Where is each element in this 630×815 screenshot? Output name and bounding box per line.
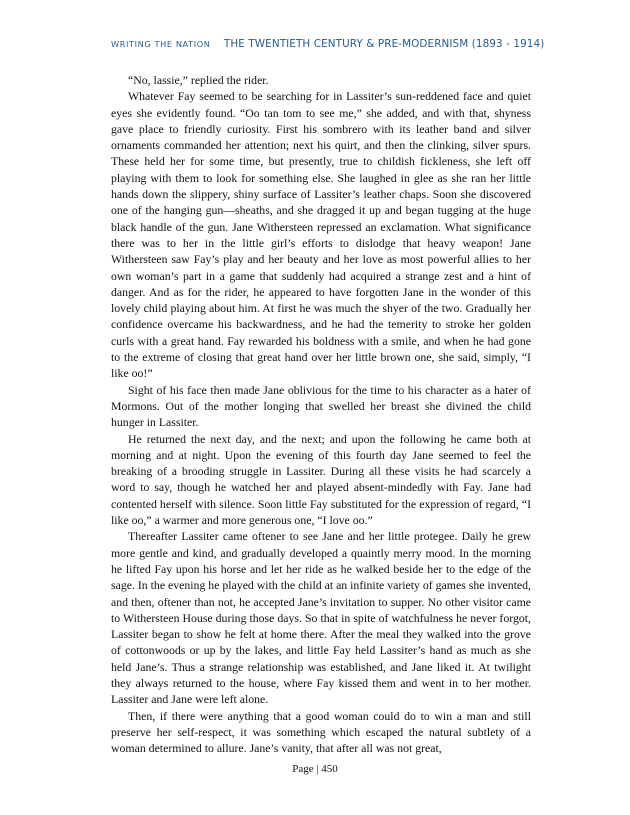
header-chapter-title: THE TWENTIETH CENTURY & PRE-MODERNISM (1893 - 1914) [223,38,545,50]
paragraph: Whatever Fay seemed to be searching for in Lassiter’s sun-reddened face and quiet eyes she evidently found. “Oo tan tom to see me,” she added, and with that, shyness gave place to friendly curiosity. First his sombrero with its leather band and silver ornaments commanded her attention; next his quirt, and then the clinking, silver spurs. These held her for some time, but presently, true to childish fickleness, she left off playing with them to look for something else. She laughed in glee as she ran her little hands down the slippery, shiny surface of Lassiter’s leather chaps. Soon she discovered one of the hanging gun—sheaths, and she dragged it up and began tugging at the huge black handle of the gun. Jane Withersteen repressed an exclamation. What significance there was to her in the little girl’s efforts to dislodge that heavy weapon! Jane Withersteen saw Fay’s play and her beauty and her love as most powerful allies to her own woman’s part in a game that suddenly had acquired a strange zest and a hint of danger. And as for the rider, he appeared to have forgotten Jane in the wonder of this lovely child playing about him. At first he was much the shyer of the two. Gradually her confidence overcame his backwardness, and he had the temerity to stroke her golden curls with a great hand. Fay rewarded his boldness with a smile, and when he had gone to the extreme of closing that great hand over her little brown one, she said, simply, “I like oo!” [111,89,531,381]
page-number: Page | 450 [292,763,338,775]
body-text [111,72,531,756]
paragraph: Sight of his face then made Jane oblivious for the time to his character as a hater of Mormons. Out of the mother longing that swelled her breast she divined the child hunger in Lassiter. [111,382,531,430]
header-section-title: WRITING THE NATION [111,39,211,49]
paragraph: Then, if there were anything that a good woman could do to win a man and still preserve her self-respect, it was something which escaped the natural subtlety of a woman determined to allure. Jane’s vanity, that after all was not great, [111,708,531,756]
running-header [111,38,545,50]
paragraph: “No, lassie,” replied the rider. [128,73,269,87]
paragraph: Thereafter Lassiter came oftener to see Jane and her little protegee. Daily he grew more gentle and kind, and gradually developed a quaintly merry mood. In the morning he lifted Fay upon his horse and let her ride as he walked beside her to the edge of the sage. In the evening he played with the child at an infinite variety of games she invented, and then, oftener than not, he accepted Jane’s invitation to supper. No other visitor came to Withersteen House during those days. So that in spite of watchfulness he never forgot, Lassiter began to show he felt at home there. After the meal they walked into the grove of cottonwoods or up by the lakes, and little Fay held Lassiter’s hand as much as she held Jane’s. Thus a strange relationship was established, and Jane liked it. At twilight they always returned to the house, where Fay kissed them and went in to her mother. Lassiter and Jane were left alone. [111,529,531,707]
paragraph: He returned the next day, and the next; and upon the following he came both at morning and at night. Upon the evening of this fourth day Jane seemed to feel the breaking of a brooding struggle in Lassiter. During all these visits he had scarcely a word to say, though he watched her and played absent-mindedly with Fay. Jane had contented herself with silence. Soon little Fay substituted for the expression of regard, “I like oo,” a warmer and more generous one, “I love oo.” [111,431,531,528]
